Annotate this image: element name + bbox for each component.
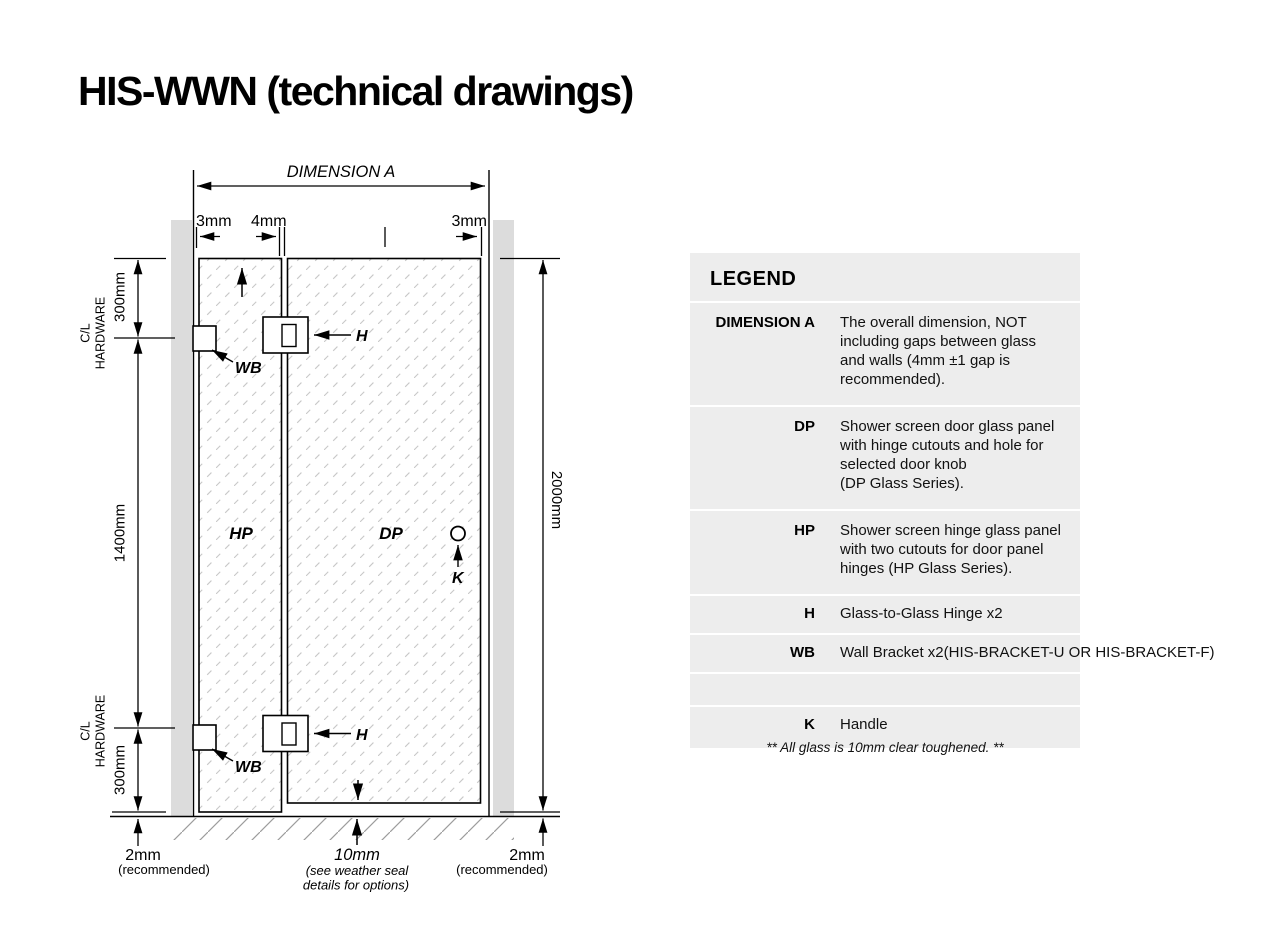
legend-desc-line: selected door knob bbox=[840, 456, 967, 473]
legend-term: DP bbox=[794, 418, 815, 435]
k-label: K bbox=[452, 570, 464, 587]
legend-desc-line: Shower screen hinge glass panel bbox=[840, 522, 1061, 539]
bottom-right-note: (recommended) bbox=[456, 862, 548, 877]
legend-term: H bbox=[804, 605, 815, 622]
dp-panel-label: DP bbox=[379, 524, 403, 543]
wb-bottom-label: WB bbox=[235, 759, 262, 776]
hp-panel-label: HP bbox=[229, 524, 253, 543]
legend-desc-line: hinges (HP Glass Series). bbox=[840, 560, 1013, 577]
legend-row-wb bbox=[690, 633, 1215, 672]
legend-desc bbox=[840, 313, 1036, 389]
dim-2000-label: 2000mm bbox=[547, 470, 565, 530]
legend-desc-line: The overall dimension, NOT bbox=[840, 314, 1027, 331]
legend-footnote: ** All glass is 10mm clear toughened. ** bbox=[766, 740, 1004, 755]
gap-right-label: 3mm bbox=[451, 213, 487, 230]
bottom-right-gap-label: 2mm bbox=[509, 847, 545, 864]
legend-title: LEGEND bbox=[710, 268, 797, 290]
legend-desc bbox=[840, 715, 888, 734]
bottom-center-note-1: (see weather seal bbox=[305, 863, 409, 878]
left-wall bbox=[171, 220, 192, 816]
legend-desc-line: Handle bbox=[840, 716, 888, 733]
legend-desc-line: with hinge cutouts and hole for bbox=[840, 437, 1044, 454]
legend-desc-line: Shower screen door glass panel bbox=[840, 418, 1055, 435]
h-top-label: H bbox=[356, 328, 368, 345]
legend-desc bbox=[840, 417, 1054, 493]
hinge-bottom-notch bbox=[282, 723, 296, 745]
wb-top-label: WB bbox=[235, 360, 262, 377]
legend-term: HP bbox=[794, 522, 815, 539]
legend-desc-line: Glass-to-Glass Hinge x2 bbox=[840, 605, 1003, 622]
legend-desc-line: and walls (4mm ±1 gap is bbox=[840, 352, 1010, 369]
legend-term: K bbox=[804, 716, 815, 733]
legend-desc-line: Wall Bracket x2(HIS-BRACKET-U OR HIS-BRACKET-F) bbox=[840, 644, 1215, 661]
hinge-top-notch bbox=[282, 325, 296, 347]
legend-desc-line: including gaps between glass bbox=[840, 333, 1036, 350]
legend-row-dp bbox=[690, 405, 1080, 509]
legend-row-dimension-a bbox=[690, 301, 1080, 405]
bottom-center-note-2: details for options) bbox=[302, 877, 410, 893]
legend-desc bbox=[840, 521, 1061, 578]
legend-term: DIMENSION A bbox=[715, 314, 815, 331]
cl-bottom-label-2: HARDWARE bbox=[93, 694, 108, 768]
wall-bracket-bottom bbox=[193, 725, 216, 750]
wall-bracket-top bbox=[193, 326, 216, 351]
dimension-a-label: DIMENSION A bbox=[286, 163, 396, 181]
legend-row-hp bbox=[690, 509, 1080, 594]
legend-desc bbox=[840, 643, 1215, 662]
cl-top-label-1: C/L bbox=[78, 323, 93, 343]
handle-knob bbox=[451, 527, 465, 541]
cl-bottom-label-1: C/L bbox=[78, 721, 93, 741]
h-bottom-label: H bbox=[356, 727, 368, 744]
legend-row-h bbox=[690, 594, 1080, 633]
legend-panel bbox=[690, 253, 1215, 748]
legend-term: WB bbox=[790, 644, 815, 661]
dim-300-bottom-label: 300mm bbox=[111, 744, 129, 796]
cl-top-label-2: HARDWARE bbox=[93, 296, 108, 370]
bottom-center-gap-label: 10mm bbox=[334, 846, 380, 864]
legend-desc-line: (DP Glass Series). bbox=[840, 475, 964, 492]
dim-1400-label: 1400mm bbox=[111, 503, 129, 563]
floor-hatch bbox=[171, 818, 514, 840]
right-wall bbox=[493, 220, 514, 816]
legend-row-empty bbox=[690, 672, 1080, 705]
legend-desc bbox=[840, 604, 1003, 623]
gap-middle-label: 4mm bbox=[251, 213, 287, 230]
legend-desc-line: with two cutouts for door panel bbox=[840, 541, 1044, 558]
dim-300-top-label: 300mm bbox=[111, 271, 129, 323]
legend-desc-line: recommended). bbox=[840, 371, 946, 388]
bottom-left-note: (recommended) bbox=[118, 862, 210, 877]
page-title: HIS-WWN (technical drawings) bbox=[78, 68, 633, 114]
bottom-left-gap-label: 2mm bbox=[125, 847, 161, 864]
gap-left-label: 3mm bbox=[196, 213, 232, 230]
